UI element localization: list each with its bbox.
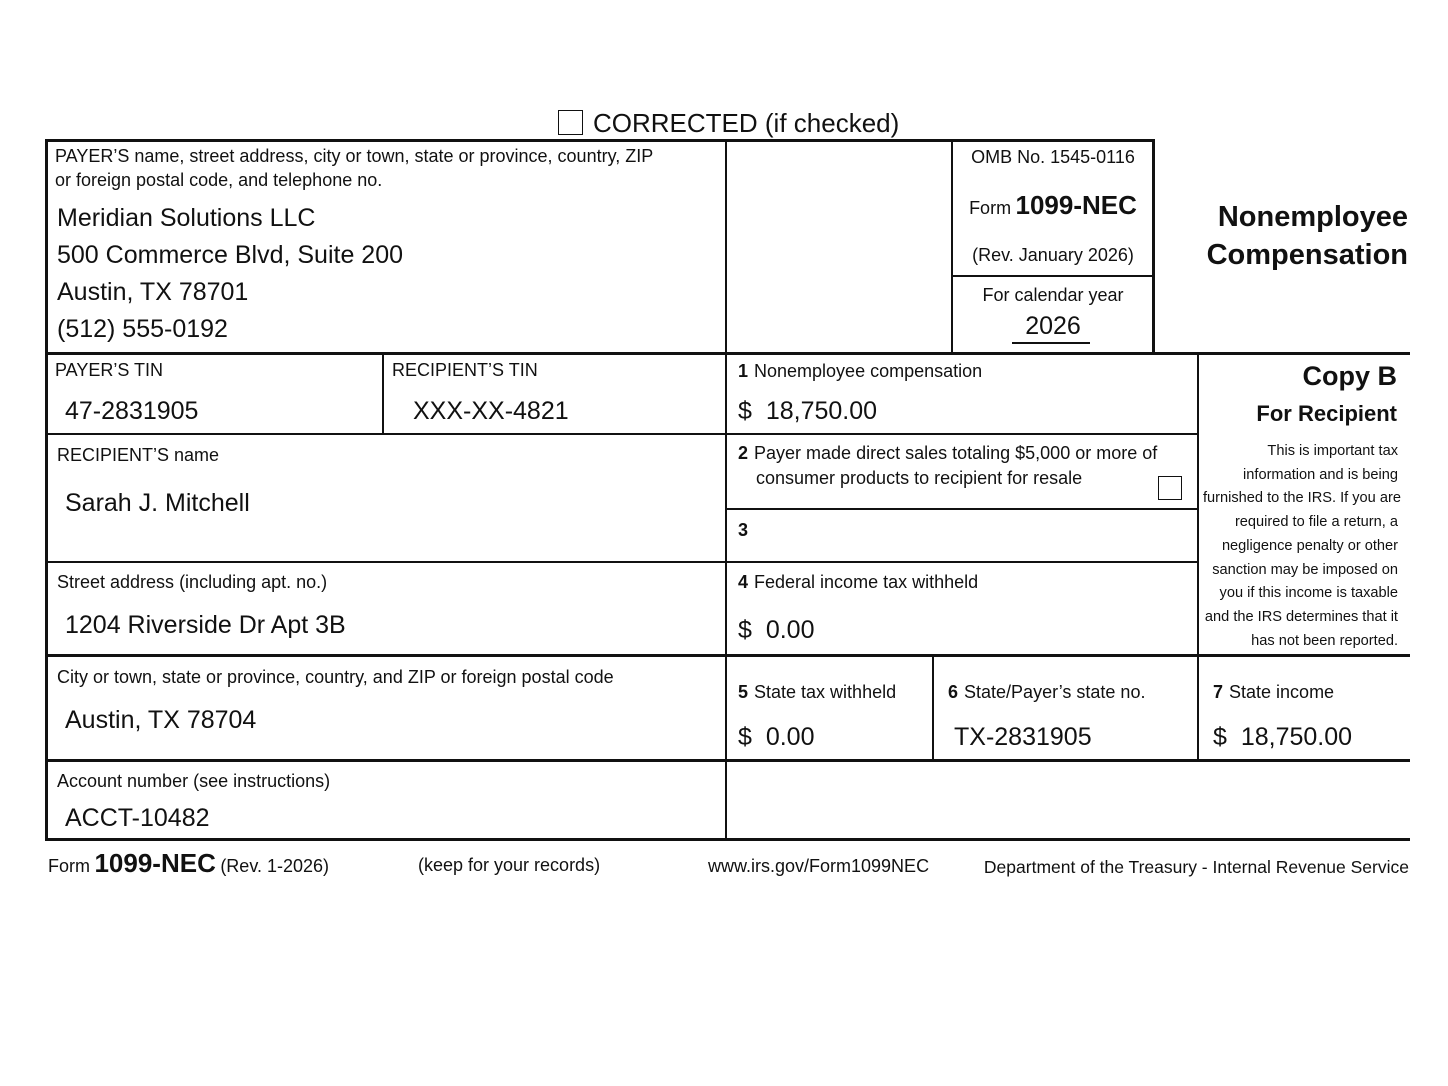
box7-number: 7 (1213, 682, 1224, 702)
notice-line: required to file a return, a (1234, 514, 1398, 531)
payer-label-line2: or foreign postal code, and telephone no. (55, 170, 383, 190)
calendar-year: 2026 (1025, 312, 1081, 340)
omb-rev: (Rev. January 2026) (972, 245, 1134, 265)
box6-value: TX-2831905 (954, 723, 1092, 751)
box6-number: 6 (948, 682, 959, 702)
box5-value: 0.00 (765, 723, 815, 751)
row-line-3 (45, 561, 1198, 563)
box7-label (1213, 680, 1334, 704)
copy-title: Copy B (1302, 361, 1397, 391)
col-line-copy (1197, 352, 1199, 761)
form-title-line2: Compensation (1206, 239, 1408, 271)
city-value: Austin, TX 78704 (65, 706, 257, 734)
col-line-tin (382, 352, 384, 435)
payer-city: Austin, TX 78701 (57, 278, 249, 306)
box4-value: 0.00 (765, 616, 815, 644)
box3-number: 3 (738, 520, 749, 540)
recipient-tin-label: RECIPIENT’S TIN (392, 360, 538, 380)
notice-line: information and is being (1243, 466, 1398, 483)
box1-value: 18,750.00 (765, 397, 878, 425)
box6-label-text: State/Payer’s state no. (964, 682, 1146, 702)
box4-label-text: Federal income tax withheld (754, 572, 979, 592)
recipient-name: Sarah J. Mitchell (65, 489, 250, 517)
box4-label (738, 570, 978, 594)
row-line-1 (45, 352, 1410, 355)
box2-label-text1: Payer made direct sales totaling $5,000 or more of (754, 443, 1158, 463)
box4-number: 4 (738, 572, 749, 592)
footer-url[interactable]: www.irs.gov/Form1099NEC (708, 856, 930, 876)
box2-divider (726, 508, 1198, 510)
account-label: Account number (see instructions) (57, 771, 331, 791)
account-value: ACCT-10482 (65, 804, 210, 832)
calendar-label: For calendar year (982, 285, 1124, 305)
notice-line: This is important tax (1267, 443, 1398, 459)
omb-form-name: 1099-NEC (1015, 190, 1137, 220)
payer-tin-label: PAYER’S TIN (55, 360, 164, 380)
footer-dept: Department of the Treasury - Internal Revenue Service (983, 857, 1409, 877)
year-underline (1012, 342, 1090, 344)
box1-label (738, 359, 982, 383)
payer-label-line1: PAYER’S name, street address, city or town, state or province, country, ZIP (55, 146, 654, 166)
payer-tin-value: 47-2831905 (65, 397, 199, 425)
box5-label (738, 680, 896, 704)
corrected-checkbox[interactable] (558, 110, 583, 135)
box7-currency: $ (1213, 723, 1227, 751)
box7-amount (1213, 722, 1352, 752)
box6-label (948, 680, 1145, 704)
corrected-label: CORRECTED (if checked) (593, 108, 900, 138)
box4-currency: $ (738, 616, 752, 644)
notice-line: negligence penalty or other (1221, 537, 1398, 554)
notice-line: sanction may be imposed on (1212, 561, 1398, 578)
box4-amount (738, 615, 814, 645)
box2-label-line2: consumer products to recipient for resale (756, 468, 1083, 488)
footer-form (48, 848, 329, 879)
payer-phone: (512) 555-0192 (57, 315, 228, 343)
recipient-name-label: RECIPIENT’S name (57, 445, 220, 465)
bottom-border (45, 838, 1410, 841)
box5-currency: $ (738, 723, 752, 751)
street-label: Street address (including apt. no.) (57, 572, 328, 592)
calendar-divider (952, 275, 1153, 277)
col-line-box5 (932, 654, 934, 761)
copy-notice (1203, 440, 1401, 653)
box2-checkbox[interactable] (1158, 476, 1182, 500)
notice-line: you if this income is taxable (1219, 585, 1398, 602)
row-line-4 (45, 654, 1410, 657)
omb-number: OMB No. 1545-0116 (971, 147, 1135, 167)
recipient-tin-value: XXX-XX-4821 (413, 397, 569, 425)
box1-currency: $ (738, 397, 752, 425)
row-line-2 (45, 433, 1198, 435)
top-border (45, 139, 1153, 142)
box7-label-text: State income (1229, 682, 1335, 702)
box5-amount (738, 722, 814, 752)
footer-keep: (keep for your records) (418, 855, 601, 875)
left-border (45, 139, 48, 841)
omb-form-prefix: Form (969, 198, 1012, 218)
form-title-line1: Nonemployee (1217, 201, 1408, 233)
box1-number: 1 (738, 361, 749, 381)
omb-form (953, 190, 1153, 221)
box2-number: 2 (738, 443, 749, 463)
row-line-5 (45, 759, 1410, 762)
box1-amount (738, 396, 877, 426)
payer-name: Meridian Solutions LLC (57, 204, 316, 232)
notice-line: and the IRS determines that it (1204, 608, 1398, 625)
city-label: City or town, state or province, country, and ZIP or foreign postal code (57, 667, 614, 687)
footer-form-name: 1099-NEC (94, 848, 216, 878)
box5-label-text: State tax withheld (754, 682, 897, 702)
payer-street: 500 Commerce Blvd, Suite 200 (57, 241, 404, 269)
box2-label-line1 (738, 441, 1157, 465)
notice-line: furnished to the IRS. If you are (1203, 490, 1401, 507)
footer-form-prefix: Form (48, 856, 90, 876)
box1-label-text: Nonemployee compensation (754, 361, 983, 381)
notice-line: has not been reported. (1251, 632, 1398, 649)
box7-value: 18,750.00 (1240, 723, 1353, 751)
footer-rev: (Rev. 1-2026) (220, 856, 330, 876)
copy-subtitle: For Recipient (1256, 401, 1397, 426)
box3-label (738, 518, 754, 542)
box5-number: 5 (738, 682, 749, 702)
col-line-main (725, 139, 727, 841)
street-value: 1204 Riverside Dr Apt 3B (65, 611, 346, 639)
